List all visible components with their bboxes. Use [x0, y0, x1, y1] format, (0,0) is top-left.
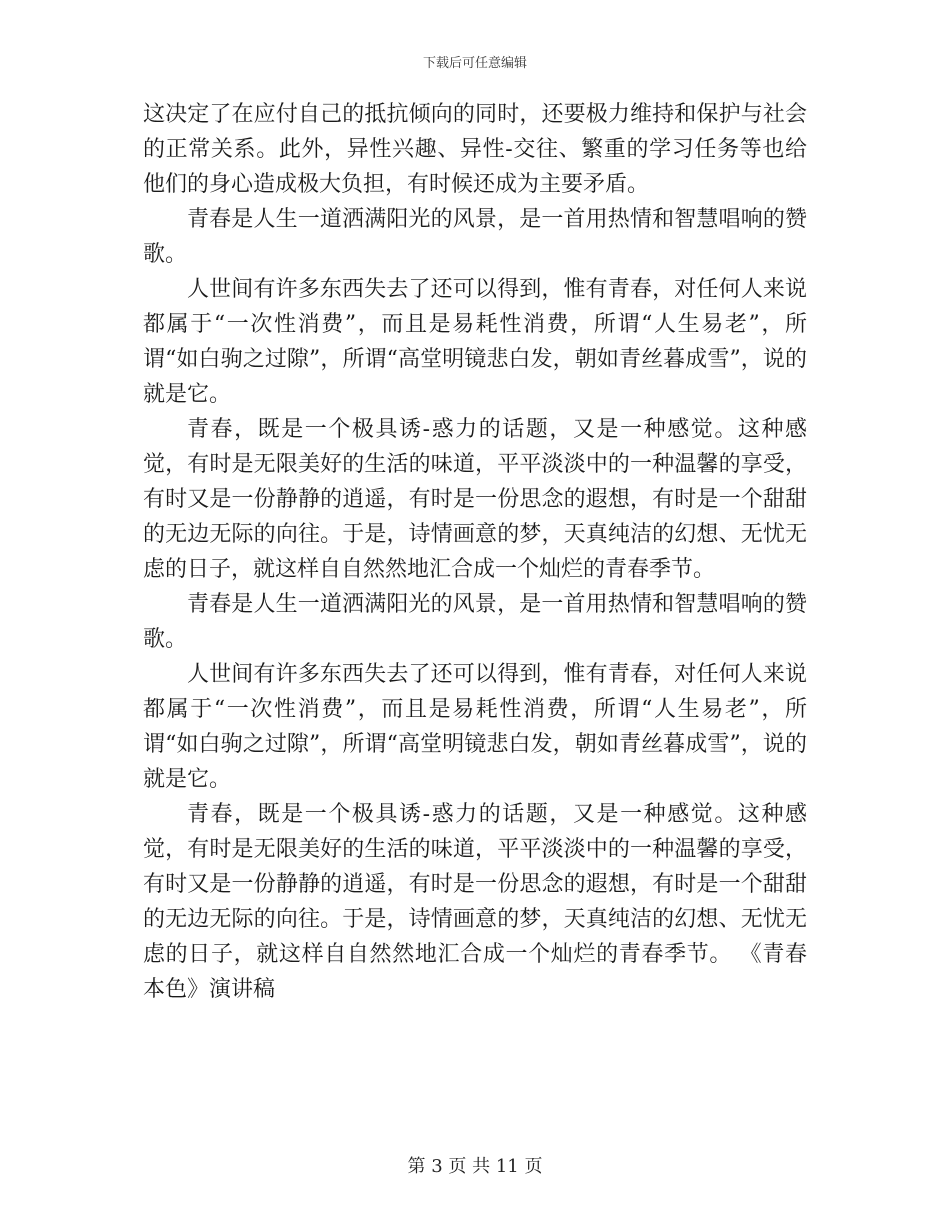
paragraph: 人世间有许多东西失去了还可以得到，惟有青春，对任何人来说都属于“一次性消费”，而且是易耗性消费，所谓“人生易老”，所谓“如白驹之过隙”，所谓“高堂明镜悲白发，朝如青丝暮成雪”，说的就是它。: [143, 277, 807, 407]
document-body: [143, 97, 807, 1007]
page-number: 第 3 页 共 11 页: [407, 1156, 543, 1177]
paragraph: 这决定了在应付自己的抵抗倾向的同时，还要极力维持和保护与社会的正常关系。此外，异性兴趣、异性-交往、繁重的学习任务等也给他们的身心造成极大负担，有时候还成为主要矛盾。: [143, 102, 807, 197]
paragraph: 青春是人生一道洒满阳光的风景，是一首用热情和智慧唱响的赞歌。: [143, 207, 807, 267]
page-header: 下载后可任意编辑: [422, 56, 527, 71]
paragraph: 人世间有许多东西失去了还可以得到，惟有青春，对任何人来说都属于“一次性消费”，而且是易耗性消费，所谓“人生易老”，所谓“如白驹之过隙”，所谓“高堂明镜悲白发，朝如青丝暮成雪”，说的就是它。: [143, 662, 807, 792]
paragraph: 青春，既是一个极具诱-惑力的话题，又是一种感觉。这种感觉，有时是无限美好的生活的味道，平平淡淡中的一种温馨的享受，有时又是一份静静的逍遥，有时是一份思念的遐想，有时是一个甜甜的无边无际的向往。于是，诗情画意的梦，天真纯洁的幻想、无忧无虑的日子，就这样自自然然地汇合成一个灿烂的青春季节。: [143, 417, 807, 582]
paragraph: 青春是人生一道洒满阳光的风景，是一首用热情和智慧唱响的赞歌。: [143, 592, 807, 652]
paragraph: 青春，既是一个极具诱-惑力的话题，又是一种感觉。这种感觉，有时是无限美好的生活的味道，平平淡淡中的一种温馨的享受，有时又是一份静静的逍遥，有时是一份思念的遐想，有时是一个甜甜的无边无际的向往。于是，诗情画意的梦，天真纯洁的幻想、无忧无虑的日子，就这样自自然然地汇合成一个灿烂的青春季节。 《青春本色》演讲稿: [143, 802, 807, 1002]
